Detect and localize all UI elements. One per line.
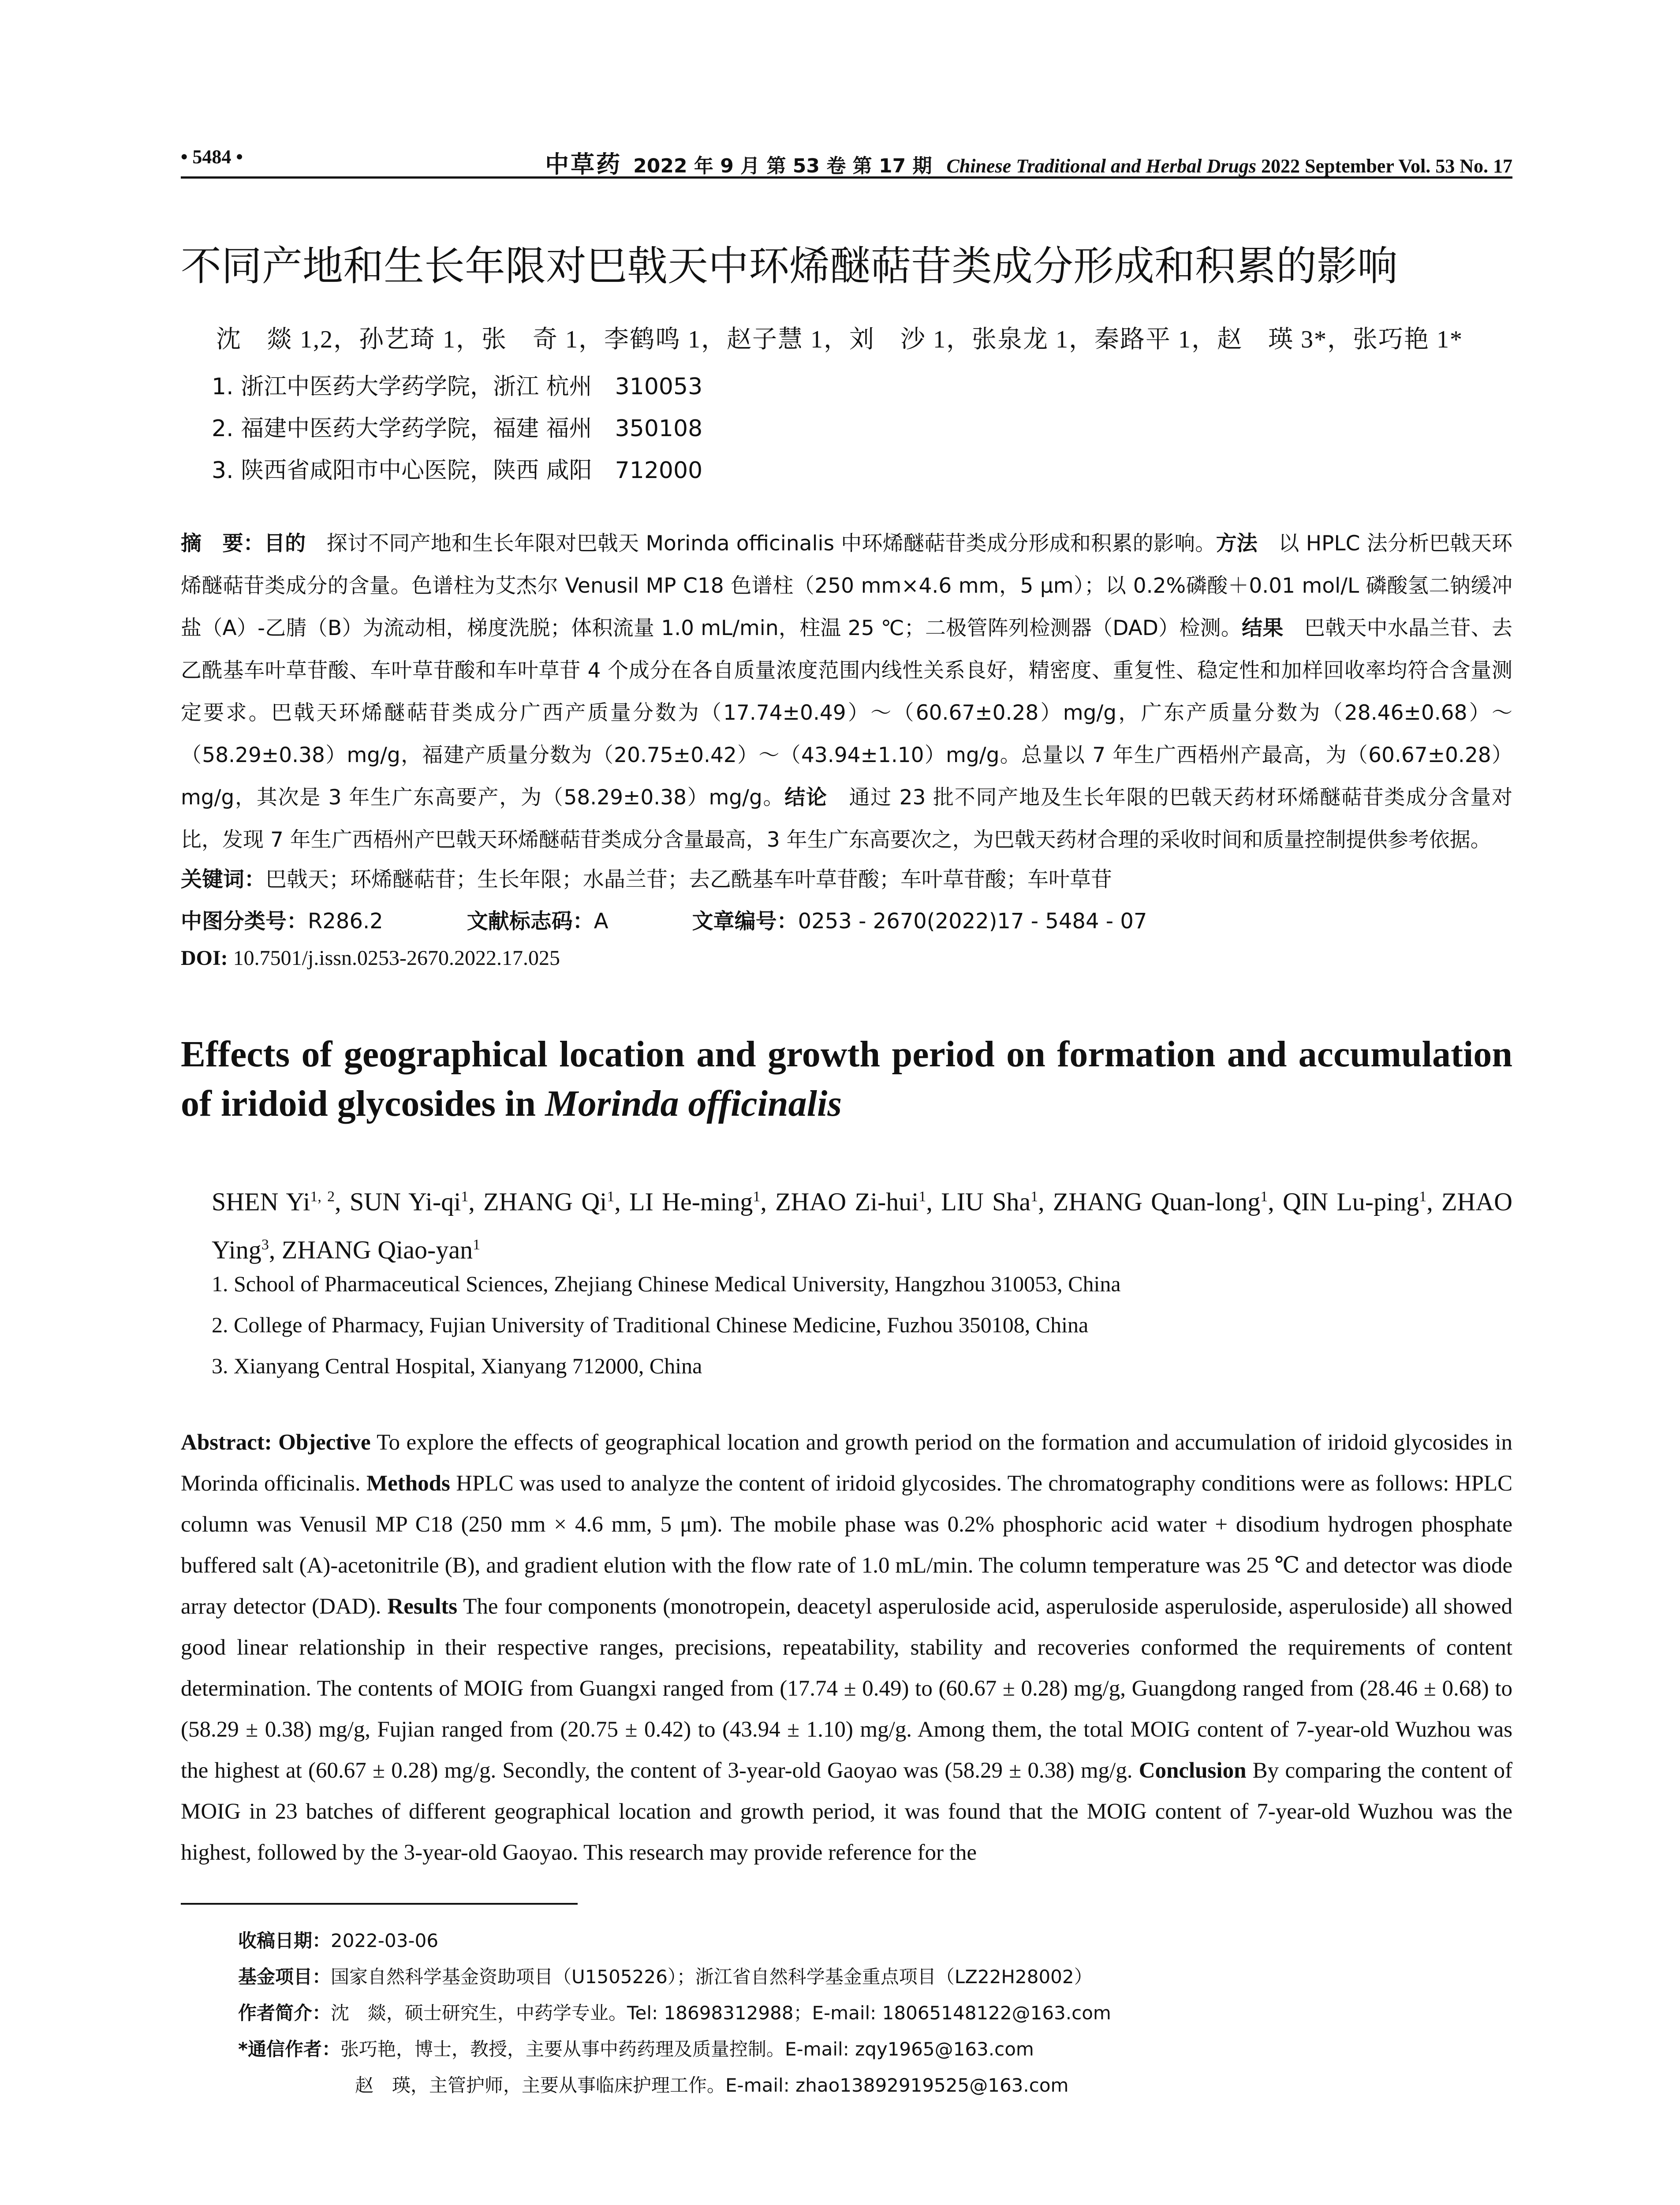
author-en: LIU Sha [941, 1187, 1031, 1216]
author-affil-sup: 1 [461, 1188, 469, 1205]
results-text-en: The four components (monotropein, deacetyl asperuloside acid, asperuloside asperuloside, asperuloside) all showed good linear relationship in their respective ranges, precisions, repeatability, stability and recoveries conformed the requirements of content determination. The contents of MOIG from Guangxi ranged from (17.74 ± 0.49) to (60.67 ± 0.28) mg/g, Guangdong ranged from (28.46 ± 0.68) to (58.29 ± 0.38) mg/g, Fujian ranged from (20.75 ± 0.42) to (43.94 ± 1.10) mg/g. Among them, the total MOIG content of 7-year-old Wuzhou was the highest at (60.67 ± 0.28) mg/g. Secondly, the content of 3-year-old Gaoyao was (58.29 ± 0.38) mg/g. [181, 1594, 1512, 1783]
author-affil-sup: 1 [1419, 1188, 1427, 1205]
received-date: 2022-03-06 [331, 1930, 439, 1951]
chinese-title: 不同产地和生长年限对巴戟天中环烯醚萜苷类成分形成和积累的影响 [181, 243, 1398, 290]
conclusion-text-en: By comparing the content of MOIG in 23 batches of different geographical location and growth period, it was found that the MOIG content of 7-year-old Wuzhou was the highest, followed by the 3-year-old Gaoyao. This research may provide reference for the [181, 1758, 1512, 1865]
chinese-authors: 沈 燚 1,2，孙艺琦 1，张 奇 1，李鹤鸣 1，赵子慧 1，刘 沙 1，张泉龙 1，秦路平 1，赵 瑛 3*，张巧艳 1* [216, 326, 1463, 353]
fund-label: 基金项目： [238, 1966, 331, 1988]
affiliation-en-3: 3. Xianyang Central Hospital, Xianyang 712000, China [212, 1353, 702, 1378]
footnote-corresponding-2 [238, 2067, 1111, 2104]
footnotes [238, 1923, 1111, 2104]
results-label-en: Results [387, 1594, 458, 1619]
english-title [181, 1030, 1512, 1129]
author-affil-sup: 1, 2 [310, 1188, 335, 1205]
english-authors: SHEN Yi$^{1, 2}$, SUN $Yi-qi^1$, ZHANG Qi$^1$, LI He-ming$^1$, ZHAO Zi-hui$^1$, LIU Sha$^1$, ZHANG Quan-long$^1$, QIN Lu-ping$^1$, ZHAO Ying$^3$, ZHANG Qiao-yan$^1$ [212, 1187, 1513, 1264]
author-en: LI He-ming [629, 1187, 753, 1216]
running-header [181, 146, 1512, 179]
conclusion-label-en: Conclusion [1139, 1758, 1247, 1783]
journal-name-en: Chinese Traditional and Herbal Drugs [946, 155, 1257, 177]
author-en: ZHANG Qi [483, 1187, 607, 1216]
footnote-received [238, 1923, 1111, 1959]
affiliation-cn-2: 2. 福建中医药大学药学院，福建 福州 350108 [212, 415, 703, 442]
doi-line [181, 946, 560, 970]
doccode-label: 文献标志码： [467, 909, 594, 934]
journal-issue-cn: 2022 年 9 月 第 53 卷 第 17 期 [633, 155, 932, 177]
author-bio-label: 作者简介： [238, 2002, 331, 2024]
article-no-label: 文章编号： [692, 909, 798, 934]
author-en: ZHAO Ying [212, 1187, 1513, 1264]
objective-label-cn: 目的 [264, 531, 306, 556]
results-label-cn: 结果 [1242, 616, 1284, 640]
author-affil-sup: 1 [473, 1237, 481, 1253]
journal-info [545, 146, 1512, 179]
author-affil-sup: 1 [1030, 1188, 1038, 1205]
corresponding-author-2: 赵 瑛，主管护师，主要从事临床护理工作。E-mail: zhao13892919525@163.com [355, 2074, 1069, 2096]
doccode-value: A [594, 909, 609, 934]
results-text-cn: 巴戟天中水晶兰苷、去乙酰基车叶草苷酸、车叶草苷酸和车叶草苷 4 个成分在各自质量浓度范围内线性关系良好，精密度、重复性、稳定性和加样回收率均符合含量测定要求。巴戟天环烯醚萜苷类成分广西产质量分数为（17.74±0.49）～（60.67±0.28）mg/g，广东产质量分数为（28.46±0.68）～（58.29±0.38）mg/g，福建产质量分数为（20.75±0.42）～（43.94±1.10）mg/g。总量以 7 年生广西梧州产最高，为（60.67±0.28）mg/g，其次是 3 年生广东高要产，为（58.29±0.38）mg/g。 [181, 616, 1513, 810]
received-label: 收稿日期： [238, 1930, 331, 1951]
english-title-text: Effects of geographical location and growth period on formation and accumulation of iridoid glycosides in [181, 1034, 1512, 1124]
english-affiliations [212, 1263, 1121, 1387]
chinese-abstract [181, 523, 1512, 861]
author-bio-text: 沈 燚，硕士研究生，中药学专业。Tel: 18698312988；E-mail: 18065148122@163.com [331, 2002, 1111, 2024]
doi-value: 10.7501/j.issn.0253-2670.2022.17.025 [228, 946, 560, 970]
footnote-corresponding [238, 2031, 1111, 2067]
corresponding-author-1: 张巧艳，博士，教授，主要从事中药药理及质量控制。E-mail: zqy1965@163.com [340, 2038, 1034, 2060]
affiliation-en-2: 2. College of Pharmacy, Fujian University of Traditional Chinese Medicine, Fuzhou 350108, China [212, 1312, 1089, 1337]
fund-text: 国家自然科学基金资助项目（U1505226）；浙江省自然科学基金重点项目（LZ22H28002） [331, 1966, 1093, 1988]
affiliation-en-1: 1. School of Pharmaceutical Sciences, Zhejiang Chinese Medical University, Hangzhou 310053, China [212, 1271, 1121, 1296]
corresponding-label: *通信作者： [238, 2038, 340, 2060]
author-affil-sup: 1 [918, 1188, 926, 1205]
objective-label-en: Objective [278, 1430, 371, 1455]
author-affil-sup: 3 [261, 1237, 269, 1253]
footnote-fund [238, 1959, 1111, 1995]
objective-text-en: To explore the effects of geographical location and growth period on the formation and accumulation of iridoid glycosides in Morinda officinalis. [181, 1430, 1512, 1496]
abstract-label-cn: 摘 要： [181, 531, 264, 556]
author-affil-sup: 1 [1260, 1188, 1268, 1205]
english-abstract [181, 1422, 1512, 1873]
article-no-value: 0253 - 2670(2022)17 - 5484 - 07 [798, 909, 1147, 934]
doi-label: DOI: [181, 946, 228, 970]
author-en: ZHAO Zi-hui [775, 1187, 919, 1216]
methods-text-cn: 以 HPLC 法分析巴戟天环烯醚萜苷类成分的含量。色谱柱为艾杰尔 Venusil MP C18 色谱柱（250 mm×4.6 mm，5 μm）；以 0.2%磷酸＋0.01 mol/L 磷酸氢二钠缓冲盐（A）-乙腈（B）为流动相，梯度洗脱；体积流量 1.0 mL/min，柱温 25 ℃；二极管阵列检测器（DAD）检测。 [181, 531, 1513, 640]
methods-text-en: HPLC was used to analyze the content of iridoid glycosides. The chromatography conditions were as follows: HPLC column was Venusil MP C18 (250 mm × 4.6 mm, 5 μm). The mobile phase was 0.2% phosphoric acid water + disodium hydrogen phosphate buffered salt (A)-acetonitrile (B), and gradient elution with the flow rate of 1.0 mL/min. The column temperature was 25 ℃ and detector was diode array detector (DAD). [181, 1471, 1512, 1619]
keywords: 巴戟天；环烯醚萜苷；生长年限；水晶兰苷；去乙酰基车叶草苷酸；车叶草苷酸；车叶草苷 [265, 867, 1113, 892]
abstract-label-en: Abstract: [181, 1430, 272, 1455]
journal-brand: 中草药 [545, 150, 622, 178]
paper-page [181, 0, 1512, 2205]
author-en: ZHANG Quan-long [1053, 1187, 1261, 1216]
author-en: SUN Yi-qi [349, 1187, 461, 1216]
affiliation-cn-3: 3. 陕西省咸阳市中心医院，陕西 咸阳 712000 [212, 457, 703, 484]
clc-label: 中图分类号： [181, 909, 308, 934]
keywords-line [181, 862, 1112, 893]
author-en: ZHANG Qiao-yan [281, 1235, 473, 1264]
conclusion-label-cn: 结论 [784, 785, 828, 810]
journal-issue-en: 2022 September Vol. 53 No. 17 [1261, 155, 1512, 177]
author-en: SHEN Yi [212, 1187, 310, 1216]
author-affil-sup: 1 [607, 1188, 615, 1205]
objective-text-cn: 探讨不同产地和生长年限对巴戟天 Morinda officinalis 中环烯醚萜苷类成分形成和积累的影响。 [306, 531, 1216, 556]
affiliation-cn-1: 1. 浙江中医药大学药学院，浙江 杭州 310053 [212, 374, 703, 400]
page-number: • 5484 • [181, 146, 243, 168]
english-title-species: Morinda officinalis [545, 1083, 842, 1124]
classification-line [181, 904, 1147, 934]
footnote-divider [181, 1903, 578, 1905]
chinese-affiliations [212, 366, 702, 492]
footnote-author [238, 1995, 1111, 2031]
clc-value: R286.2 [308, 909, 383, 934]
conclusion-text-cn: 通过 23 批不同产地及生长年限的巴戟天药材环烯醚萜苷类成分含量对比，发现 7 年生广西梧州产巴戟天环烯醚萜苷类成分含量最高，3 年生广东高要次之，为巴戟天药材合理的采收时间和质量控制提供参考依据。 [181, 785, 1513, 852]
author-en: QIN Lu-ping [1282, 1187, 1419, 1216]
keywords-label: 关键词： [181, 867, 266, 892]
methods-label-en: Methods [366, 1471, 450, 1496]
methods-label-cn: 方法 [1216, 531, 1258, 556]
author-affil-sup: 1 [753, 1188, 761, 1205]
